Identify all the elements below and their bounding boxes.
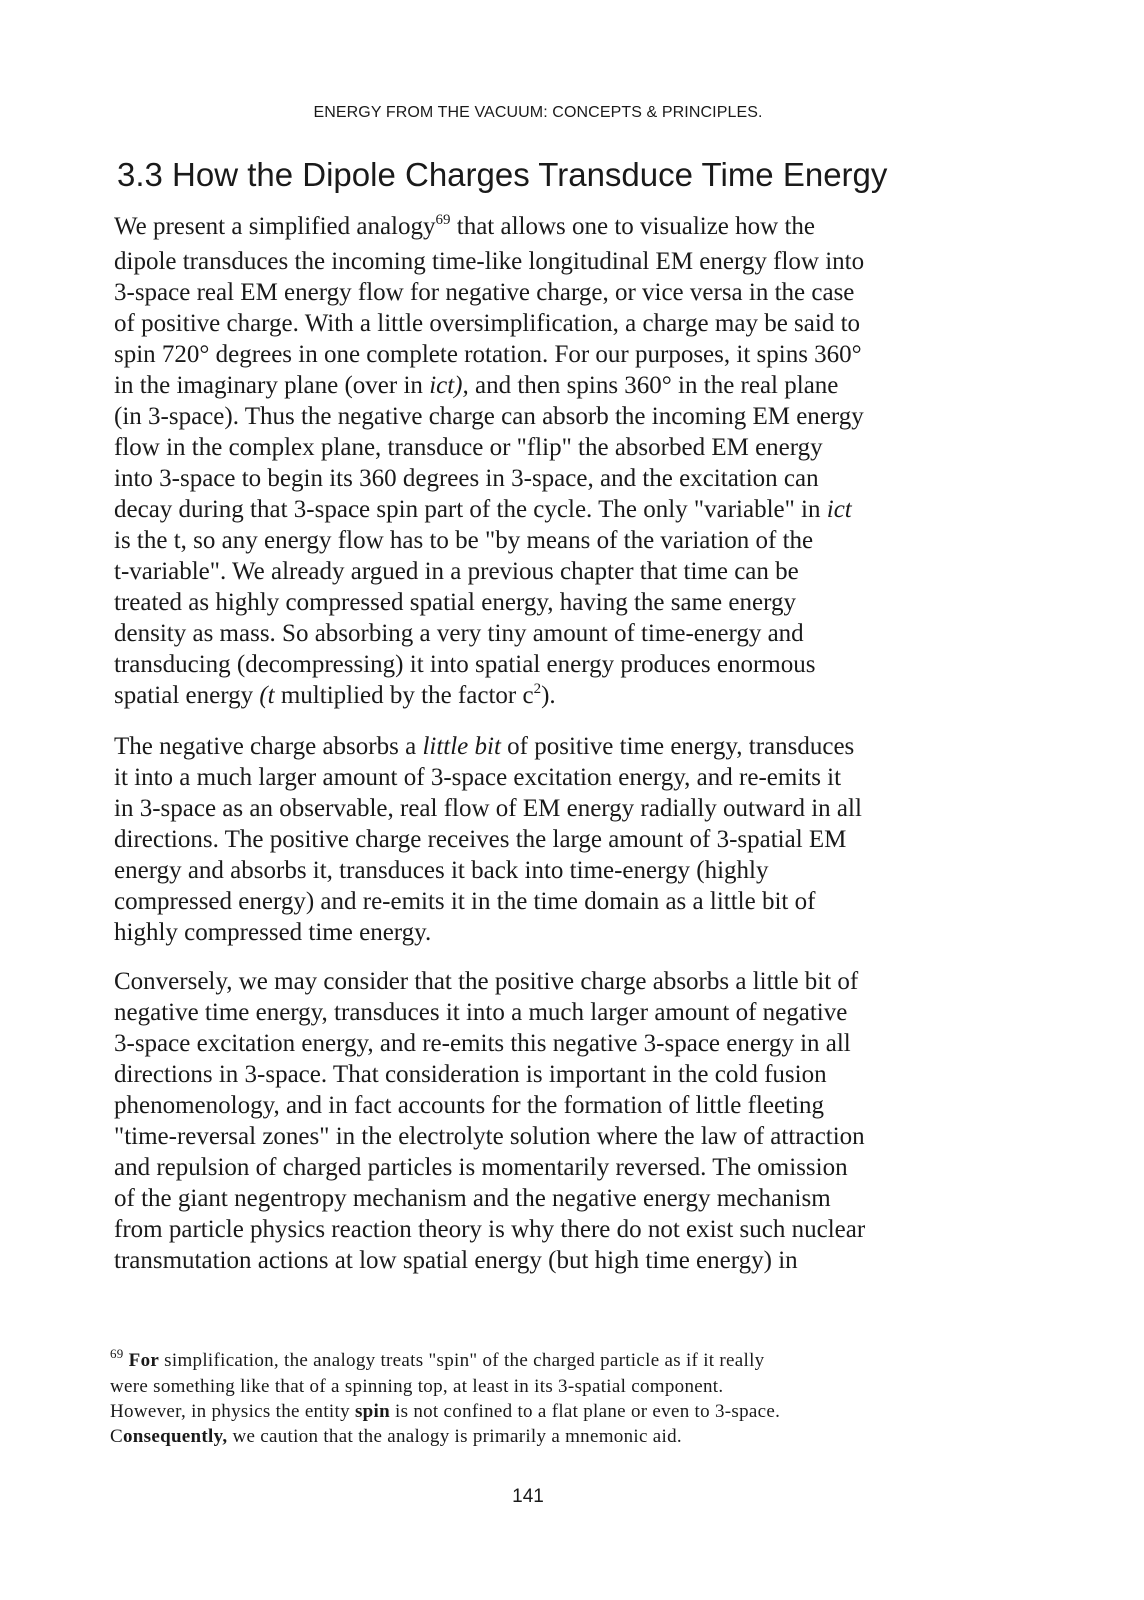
text-line — [114, 370, 974, 401]
italic-text: ict), — [429, 372, 469, 399]
text-line: "time-reversal zones" in the electrolyte solution where the law of attraction — [114, 1123, 865, 1150]
text-line: were something like that of a spinning top, at least in its 3-spatial component. — [110, 1376, 724, 1397]
text-line: it into a much larger amount of 3-space excitation energy, and re-emits it — [114, 764, 842, 791]
bold-text: spin — [354, 1401, 390, 1422]
italic-text: (t — [259, 682, 275, 709]
text-span: We present a simplified analogy — [114, 213, 436, 240]
italic-text: ict — [826, 496, 852, 523]
text-line: highly compressed time energy. — [114, 919, 432, 946]
text-line: energy and absorbs it, transduces it back into time-energy (highly — [114, 857, 769, 884]
text-span: ). — [541, 682, 556, 709]
text-line — [114, 494, 974, 525]
text-span: multiplied by the factor c — [274, 682, 534, 709]
text-line: from particle physics reaction theory is why there do not exist such nuclear — [114, 1216, 866, 1243]
text-line — [110, 1399, 970, 1424]
footnote-ref-69[interactable]: 69 — [435, 212, 451, 228]
italic-text: little bit — [422, 733, 501, 760]
footnote-marker: 69 — [110, 1346, 124, 1361]
text-line: 3-space real EM energy flow for negative charge, or vice versa in the case — [114, 279, 855, 306]
bold-text: For — [128, 1350, 160, 1371]
text-span: decay during that 3-space spin part of the cycle. The only "variable" in — [114, 496, 827, 523]
text-line: into 3-space to begin its 360 degrees in 3-space, and the excitation can — [114, 465, 819, 492]
text-span: of positive time energy, transduces — [500, 733, 855, 760]
text-line: transducing (decompressing) it into spatial energy produces enormous — [114, 651, 816, 678]
text-line — [114, 680, 974, 715]
paragraph-1 — [114, 211, 974, 715]
text-span: spatial energy — [114, 682, 260, 709]
text-line: 3-space excitation energy, and re-emits this negative 3-space energy in all — [114, 1030, 851, 1057]
text-line — [114, 211, 974, 246]
text-line — [114, 731, 974, 762]
text-line: negative time energy, transduces it into a much larger amount of negative — [114, 999, 848, 1026]
text-line: t-variable". We already argued in a previous chapter that time can be — [114, 558, 799, 585]
text-line: density as mass. So absorbing a very tiny amount of time-energy and — [114, 620, 804, 647]
text-line: spin 720° degrees in one complete rotation. For our purposes, it spins 360° — [114, 341, 862, 368]
footnote-69 — [110, 1348, 970, 1449]
text-line: flow in the complex plane, transduce or "flip" the absorbed EM energy — [114, 434, 823, 461]
text-line — [110, 1424, 970, 1449]
text-line: is the t, so any energy flow has to be "by means of the variation of the — [114, 527, 814, 554]
text-line: compressed energy) and re-emits it in the time domain as a little bit of — [114, 888, 816, 915]
text-span: that allows one to visualize how the — [450, 213, 816, 240]
text-line: of the giant negentropy mechanism and the negative energy mechanism — [114, 1185, 831, 1212]
text-span: C — [110, 1426, 123, 1447]
text-line: Conversely, we may consider that the positive charge absorbs a little bit of — [114, 968, 859, 995]
section-title: 3.3 How the Dipole Charges Transduce Time Energy — [117, 156, 888, 193]
text-line: phenomenology, and in fact accounts for the formation of little fleeting — [114, 1092, 824, 1119]
text-line: (in 3-space). Thus the negative charge can absorb the incoming EM energy — [114, 403, 864, 430]
paragraph-2 — [114, 731, 974, 948]
text-span: is not confined to a flat plane or even to 3-space. — [389, 1401, 781, 1422]
text-span: The negative charge absorbs a — [114, 733, 423, 760]
text-span: in the imaginary plane (over in — [114, 372, 430, 399]
text-line: of positive charge. With a little oversimplification, a charge may be said to — [114, 310, 861, 337]
text-span: we caution that the analogy is primarily a mnemonic aid. — [227, 1426, 682, 1447]
text-line — [110, 1348, 970, 1374]
text-line: directions. The positive charge receives the large amount of 3-spatial EM — [114, 826, 847, 853]
text-span: and then spins 360° in the real plane — [468, 372, 839, 399]
text-line: in 3-space as an observable, real flow of EM energy radially outward in all — [114, 795, 862, 822]
superscript: 2 — [533, 681, 542, 697]
text-span: However, in physics the entity — [110, 1401, 355, 1422]
text-span: simplification, the analogy treats "spin" of the charged particle as if it really — [159, 1350, 765, 1371]
text-line: directions in 3-space. That consideration is important in the cold fusion — [114, 1061, 827, 1088]
page-number: 141 — [512, 1486, 544, 1507]
text-line: and repulsion of charged particles is momentarily reversed. The omission — [114, 1154, 848, 1181]
running-head: ENERGY FROM THE VACUUM: CONCEPTS & PRINCIPLES. — [313, 104, 763, 121]
text-line: transmutation actions at low spatial energy (but high time energy) in — [114, 1247, 798, 1274]
bold-text: onsequently, — [122, 1426, 228, 1447]
text-line: dipole transduces the incoming time-like longitudinal EM energy flow into — [114, 248, 865, 275]
text-line: treated as highly compressed spatial energy, having the same energy — [114, 589, 796, 616]
paragraph-3 — [114, 966, 974, 1276]
